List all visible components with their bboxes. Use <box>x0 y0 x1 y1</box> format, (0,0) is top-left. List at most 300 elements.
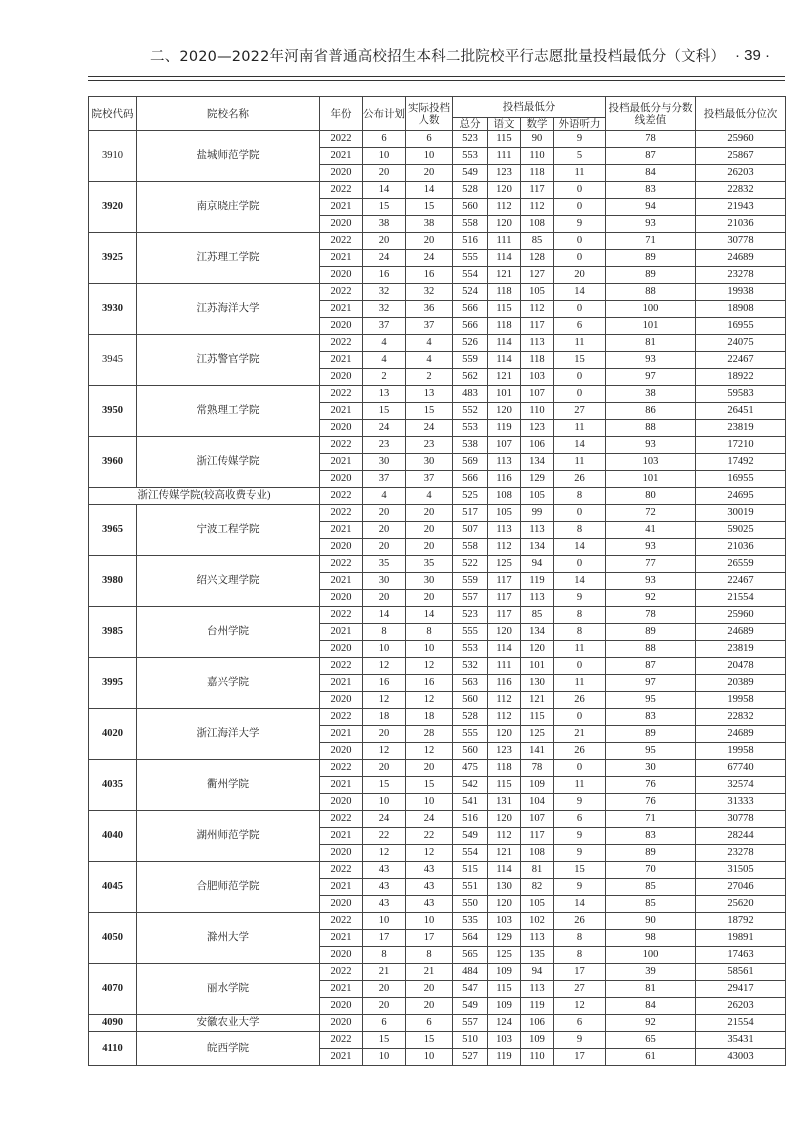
cell-plan: 16 <box>363 267 406 284</box>
cell-math: 90 <box>521 131 554 148</box>
cell-diff: 30 <box>606 760 696 777</box>
cell-diff: 41 <box>606 522 696 539</box>
cell-plan: 43 <box>363 879 406 896</box>
cell-actual: 10 <box>406 794 453 811</box>
cell-listening: 9 <box>554 845 606 862</box>
page-title: 二、2020—2022年河南省普通高校招生本科二批院校平行志愿批量投档最低分（文科） <box>150 48 726 65</box>
table-row <box>89 811 786 828</box>
cell-rank: 26203 <box>696 998 786 1015</box>
table-row <box>89 913 786 930</box>
cell-chinese: 114 <box>488 641 521 658</box>
cell-plan: 24 <box>363 420 406 437</box>
cell-diff: 78 <box>606 131 696 148</box>
cell-total: 550 <box>453 896 488 913</box>
cell-year: 2022 <box>320 760 363 777</box>
cell-chinese: 123 <box>488 165 521 182</box>
cell-actual: 18 <box>406 709 453 726</box>
cell-actual: 12 <box>406 658 453 675</box>
cell-chinese: 120 <box>488 182 521 199</box>
cell-rank: 25960 <box>696 607 786 624</box>
cell-total: 557 <box>453 1015 488 1032</box>
cell-chinese: 121 <box>488 267 521 284</box>
cell-total: 507 <box>453 522 488 539</box>
cell-math: 113 <box>521 590 554 607</box>
cell-rank: 28244 <box>696 828 786 845</box>
cell-rank: 31505 <box>696 862 786 879</box>
cell-actual: 38 <box>406 216 453 233</box>
cell-math: 117 <box>521 828 554 845</box>
cell-chinese: 124 <box>488 1015 521 1032</box>
cell-total: 560 <box>453 692 488 709</box>
col-name: 院校名称 <box>137 97 320 131</box>
cell-year: 2020 <box>320 267 363 284</box>
cell-total: 560 <box>453 199 488 216</box>
cell-year: 2021 <box>320 403 363 420</box>
cell-math: 99 <box>521 505 554 522</box>
table-row <box>89 607 786 624</box>
cell-plan: 37 <box>363 318 406 335</box>
cell-total: 569 <box>453 454 488 471</box>
cell-plan: 15 <box>363 777 406 794</box>
header-rule-top <box>88 76 785 77</box>
cell-rank: 24689 <box>696 250 786 267</box>
cell-chinese: 107 <box>488 437 521 454</box>
cell-total: 557 <box>453 590 488 607</box>
cell-total: 566 <box>453 301 488 318</box>
cell-listening: 8 <box>554 947 606 964</box>
col-listening: 外语听力 <box>554 118 606 131</box>
cell-plan: 10 <box>363 1049 406 1066</box>
cell-actual: 12 <box>406 692 453 709</box>
cell-diff: 87 <box>606 658 696 675</box>
col-plan: 公布计划 <box>363 97 406 131</box>
school-code: 3910 <box>89 131 137 182</box>
school-name: 江苏理工学院 <box>137 233 320 284</box>
cell-chinese: 101 <box>488 386 521 403</box>
cell-rank: 17463 <box>696 947 786 964</box>
cell-total: 554 <box>453 267 488 284</box>
cell-rank: 22467 <box>696 352 786 369</box>
school-name: 绍兴文理学院 <box>137 556 320 607</box>
cell-chinese: 117 <box>488 607 521 624</box>
cell-listening: 0 <box>554 709 606 726</box>
cell-diff: 86 <box>606 403 696 420</box>
cell-math: 78 <box>521 760 554 777</box>
cell-year: 2021 <box>320 1049 363 1066</box>
cell-chinese: 116 <box>488 675 521 692</box>
cell-math: 101 <box>521 658 554 675</box>
cell-listening: 9 <box>554 131 606 148</box>
cell-listening: 11 <box>554 675 606 692</box>
cell-diff: 80 <box>606 488 696 505</box>
cell-year: 2020 <box>320 1015 363 1032</box>
cell-plan: 12 <box>363 692 406 709</box>
cell-total: 523 <box>453 131 488 148</box>
school-name: 皖西学院 <box>137 1032 320 1066</box>
cell-math: 82 <box>521 879 554 896</box>
cell-total: 565 <box>453 947 488 964</box>
cell-math: 118 <box>521 165 554 182</box>
cell-year: 2020 <box>320 641 363 658</box>
cell-listening: 26 <box>554 913 606 930</box>
cell-year: 2022 <box>320 284 363 301</box>
cell-plan: 20 <box>363 760 406 777</box>
cell-chinese: 113 <box>488 454 521 471</box>
cell-total: 526 <box>453 335 488 352</box>
cell-actual: 10 <box>406 148 453 165</box>
cell-listening: 17 <box>554 964 606 981</box>
cell-math: 108 <box>521 845 554 862</box>
cell-actual: 15 <box>406 199 453 216</box>
cell-plan: 15 <box>363 403 406 420</box>
school-name: 滁州大学 <box>137 913 320 964</box>
cell-chinese: 112 <box>488 539 521 556</box>
cell-chinese: 109 <box>488 964 521 981</box>
cell-total: 566 <box>453 471 488 488</box>
cell-plan: 10 <box>363 913 406 930</box>
cell-total: 555 <box>453 250 488 267</box>
cell-diff: 97 <box>606 675 696 692</box>
cell-listening: 8 <box>554 522 606 539</box>
cell-math: 128 <box>521 250 554 267</box>
cell-year: 2022 <box>320 505 363 522</box>
cell-diff: 93 <box>606 573 696 590</box>
cell-chinese: 111 <box>488 658 521 675</box>
cell-total: 484 <box>453 964 488 981</box>
cell-diff: 83 <box>606 182 696 199</box>
cell-diff: 98 <box>606 930 696 947</box>
school-code: 3980 <box>89 556 137 607</box>
cell-total: 553 <box>453 641 488 658</box>
cell-year: 2022 <box>320 811 363 828</box>
cell-listening: 0 <box>554 760 606 777</box>
cell-year: 2020 <box>320 318 363 335</box>
cell-actual: 30 <box>406 573 453 590</box>
cell-rank: 19958 <box>696 692 786 709</box>
cell-total: 554 <box>453 845 488 862</box>
cell-listening: 8 <box>554 488 606 505</box>
cell-chinese: 105 <box>488 505 521 522</box>
cell-plan: 8 <box>363 947 406 964</box>
header-row <box>89 97 786 118</box>
cell-plan: 13 <box>363 386 406 403</box>
cell-diff: 39 <box>606 964 696 981</box>
cell-listening: 9 <box>554 794 606 811</box>
cell-actual: 20 <box>406 998 453 1015</box>
cell-diff: 100 <box>606 947 696 964</box>
cell-total: 559 <box>453 573 488 590</box>
school-name: 安徽农业大学 <box>137 1015 320 1032</box>
cell-listening: 11 <box>554 777 606 794</box>
cell-diff: 85 <box>606 879 696 896</box>
cell-plan: 24 <box>363 811 406 828</box>
cell-plan: 30 <box>363 573 406 590</box>
cell-rank: 18908 <box>696 301 786 318</box>
table-row <box>89 556 786 573</box>
cell-listening: 17 <box>554 1049 606 1066</box>
cell-chinese: 121 <box>488 845 521 862</box>
cell-year: 2022 <box>320 607 363 624</box>
cell-rank: 19938 <box>696 284 786 301</box>
cell-actual: 37 <box>406 318 453 335</box>
cell-math: 112 <box>521 301 554 318</box>
cell-rank: 18922 <box>696 369 786 386</box>
cell-diff: 81 <box>606 981 696 998</box>
cell-year: 2021 <box>320 148 363 165</box>
cell-listening: 8 <box>554 930 606 947</box>
cell-listening: 9 <box>554 879 606 896</box>
cell-plan: 6 <box>363 131 406 148</box>
cell-rank: 20389 <box>696 675 786 692</box>
cell-total: 523 <box>453 607 488 624</box>
cell-chinese: 129 <box>488 930 521 947</box>
cell-rank: 20478 <box>696 658 786 675</box>
school-name: 南京晓庄学院 <box>137 182 320 233</box>
cell-diff: 65 <box>606 1032 696 1049</box>
cell-chinese: 120 <box>488 403 521 420</box>
cell-math: 108 <box>521 216 554 233</box>
cell-rank: 29417 <box>696 981 786 998</box>
cell-chinese: 115 <box>488 777 521 794</box>
cell-chinese: 118 <box>488 284 521 301</box>
cell-diff: 95 <box>606 692 696 709</box>
table-row <box>89 233 786 250</box>
cell-total: 522 <box>453 556 488 573</box>
cell-year: 2022 <box>320 964 363 981</box>
cell-diff: 101 <box>606 471 696 488</box>
cell-diff: 71 <box>606 233 696 250</box>
cell-rank: 30019 <box>696 505 786 522</box>
cell-rank: 17492 <box>696 454 786 471</box>
table-row <box>89 437 786 454</box>
cell-diff: 78 <box>606 607 696 624</box>
cell-year: 2020 <box>320 471 363 488</box>
cell-math: 105 <box>521 896 554 913</box>
cell-listening: 6 <box>554 1015 606 1032</box>
cell-year: 2022 <box>320 437 363 454</box>
cell-diff: 81 <box>606 335 696 352</box>
cell-year: 2021 <box>320 879 363 896</box>
table-row <box>89 1032 786 1049</box>
cell-diff: 101 <box>606 318 696 335</box>
cell-math: 106 <box>521 437 554 454</box>
cell-actual: 12 <box>406 845 453 862</box>
col-chinese: 语文 <box>488 118 521 131</box>
cell-year: 2022 <box>320 862 363 879</box>
school-code: 3950 <box>89 386 137 437</box>
cell-math: 81 <box>521 862 554 879</box>
cell-total: 516 <box>453 811 488 828</box>
table-row <box>89 386 786 403</box>
cell-math: 121 <box>521 692 554 709</box>
cell-diff: 94 <box>606 199 696 216</box>
cell-actual: 20 <box>406 539 453 556</box>
cell-rank: 17210 <box>696 437 786 454</box>
cell-rank: 18792 <box>696 913 786 930</box>
cell-plan: 24 <box>363 250 406 267</box>
cell-math: 117 <box>521 318 554 335</box>
cell-math: 125 <box>521 726 554 743</box>
cell-chinese: 115 <box>488 131 521 148</box>
cell-math: 110 <box>521 403 554 420</box>
cell-total: 549 <box>453 998 488 1015</box>
cell-total: 528 <box>453 709 488 726</box>
cell-rank: 21943 <box>696 199 786 216</box>
cell-actual: 43 <box>406 879 453 896</box>
school-code: 4090 <box>89 1015 137 1032</box>
table-row <box>89 505 786 522</box>
cell-total: 527 <box>453 1049 488 1066</box>
cell-diff: 84 <box>606 998 696 1015</box>
cell-actual: 15 <box>406 1032 453 1049</box>
cell-actual: 2 <box>406 369 453 386</box>
cell-total: 516 <box>453 233 488 250</box>
table-row-extra <box>89 488 786 505</box>
cell-total: 542 <box>453 777 488 794</box>
cell-year: 2022 <box>320 386 363 403</box>
cell-chinese: 103 <box>488 913 521 930</box>
school-code: 3925 <box>89 233 137 284</box>
cell-diff: 93 <box>606 539 696 556</box>
cell-math: 102 <box>521 913 554 930</box>
cell-year: 2021 <box>320 199 363 216</box>
cell-total: 566 <box>453 318 488 335</box>
cell-math: 118 <box>521 352 554 369</box>
cell-actual: 8 <box>406 624 453 641</box>
cell-diff: 72 <box>606 505 696 522</box>
col-year: 年份 <box>320 97 363 131</box>
cell-rank: 59025 <box>696 522 786 539</box>
cell-diff: 83 <box>606 709 696 726</box>
school-name: 丽水学院 <box>137 964 320 1015</box>
cell-year: 2020 <box>320 845 363 862</box>
cell-plan: 12 <box>363 845 406 862</box>
col-code: 院校代码 <box>89 97 137 131</box>
cell-year: 2022 <box>320 556 363 573</box>
cell-diff: 89 <box>606 624 696 641</box>
cell-actual: 20 <box>406 233 453 250</box>
cell-year: 2021 <box>320 624 363 641</box>
table-row <box>89 862 786 879</box>
school-name: 浙江传媒学院 <box>137 437 320 488</box>
cell-total: 547 <box>453 981 488 998</box>
school-code: 4040 <box>89 811 137 862</box>
cell-year: 2022 <box>320 488 363 505</box>
cell-total: 524 <box>453 284 488 301</box>
cell-plan: 32 <box>363 284 406 301</box>
cell-chinese: 109 <box>488 998 521 1015</box>
cell-rank: 67740 <box>696 760 786 777</box>
cell-plan: 4 <box>363 352 406 369</box>
table-row <box>89 182 786 199</box>
cell-actual: 43 <box>406 896 453 913</box>
cell-plan: 20 <box>363 981 406 998</box>
cell-chinese: 131 <box>488 794 521 811</box>
school-name: 嘉兴学院 <box>137 658 320 709</box>
cell-plan: 14 <box>363 607 406 624</box>
cell-chinese: 121 <box>488 369 521 386</box>
cell-total: 541 <box>453 794 488 811</box>
cell-actual: 4 <box>406 488 453 505</box>
cell-total: 517 <box>453 505 488 522</box>
cell-rank: 24075 <box>696 335 786 352</box>
cell-year: 2022 <box>320 913 363 930</box>
school-code: 3945 <box>89 335 137 386</box>
cell-actual: 16 <box>406 267 453 284</box>
cell-listening: 9 <box>554 1032 606 1049</box>
cell-rank: 22467 <box>696 573 786 590</box>
cell-rank: 25867 <box>696 148 786 165</box>
cell-listening: 11 <box>554 454 606 471</box>
cell-rank: 19891 <box>696 930 786 947</box>
cell-rank: 22832 <box>696 182 786 199</box>
cell-listening: 0 <box>554 250 606 267</box>
cell-actual: 35 <box>406 556 453 573</box>
cell-plan: 18 <box>363 709 406 726</box>
cell-diff: 38 <box>606 386 696 403</box>
school-name: 浙江海洋大学 <box>137 709 320 760</box>
school-name: 江苏海洋大学 <box>137 284 320 335</box>
cell-listening: 11 <box>554 641 606 658</box>
col-total: 总分 <box>453 118 488 131</box>
cell-plan: 10 <box>363 641 406 658</box>
cell-actual: 24 <box>406 250 453 267</box>
cell-year: 2022 <box>320 709 363 726</box>
cell-math: 134 <box>521 624 554 641</box>
cell-listening: 6 <box>554 811 606 828</box>
cell-listening: 0 <box>554 386 606 403</box>
cell-actual: 15 <box>406 777 453 794</box>
cell-listening: 15 <box>554 352 606 369</box>
cell-rank: 23819 <box>696 641 786 658</box>
cell-year: 2020 <box>320 420 363 437</box>
cell-listening: 26 <box>554 743 606 760</box>
cell-rank: 21036 <box>696 539 786 556</box>
table-row <box>89 284 786 301</box>
cell-math: 119 <box>521 573 554 590</box>
cell-year: 2021 <box>320 522 363 539</box>
cell-rank: 30778 <box>696 811 786 828</box>
cell-math: 134 <box>521 454 554 471</box>
cell-rank: 23278 <box>696 845 786 862</box>
school-name: 盐城师范学院 <box>137 131 320 182</box>
cell-diff: 100 <box>606 301 696 318</box>
cell-rank: 25960 <box>696 131 786 148</box>
cell-chinese: 130 <box>488 879 521 896</box>
cell-actual: 22 <box>406 828 453 845</box>
cell-year: 2022 <box>320 131 363 148</box>
cell-rank: 23278 <box>696 267 786 284</box>
cell-listening: 11 <box>554 335 606 352</box>
cell-plan: 15 <box>363 199 406 216</box>
cell-rank: 24695 <box>696 488 786 505</box>
cell-year: 2021 <box>320 675 363 692</box>
cell-rank: 43003 <box>696 1049 786 1066</box>
cell-listening: 0 <box>554 182 606 199</box>
cell-listening: 26 <box>554 692 606 709</box>
cell-diff: 76 <box>606 777 696 794</box>
cell-actual: 15 <box>406 403 453 420</box>
cell-plan: 23 <box>363 437 406 454</box>
cell-year: 2020 <box>320 590 363 607</box>
table-row <box>89 658 786 675</box>
cell-math: 104 <box>521 794 554 811</box>
cell-chinese: 112 <box>488 828 521 845</box>
table-row <box>89 131 786 148</box>
cell-diff: 87 <box>606 148 696 165</box>
cell-total: 555 <box>453 624 488 641</box>
cell-diff: 95 <box>606 743 696 760</box>
